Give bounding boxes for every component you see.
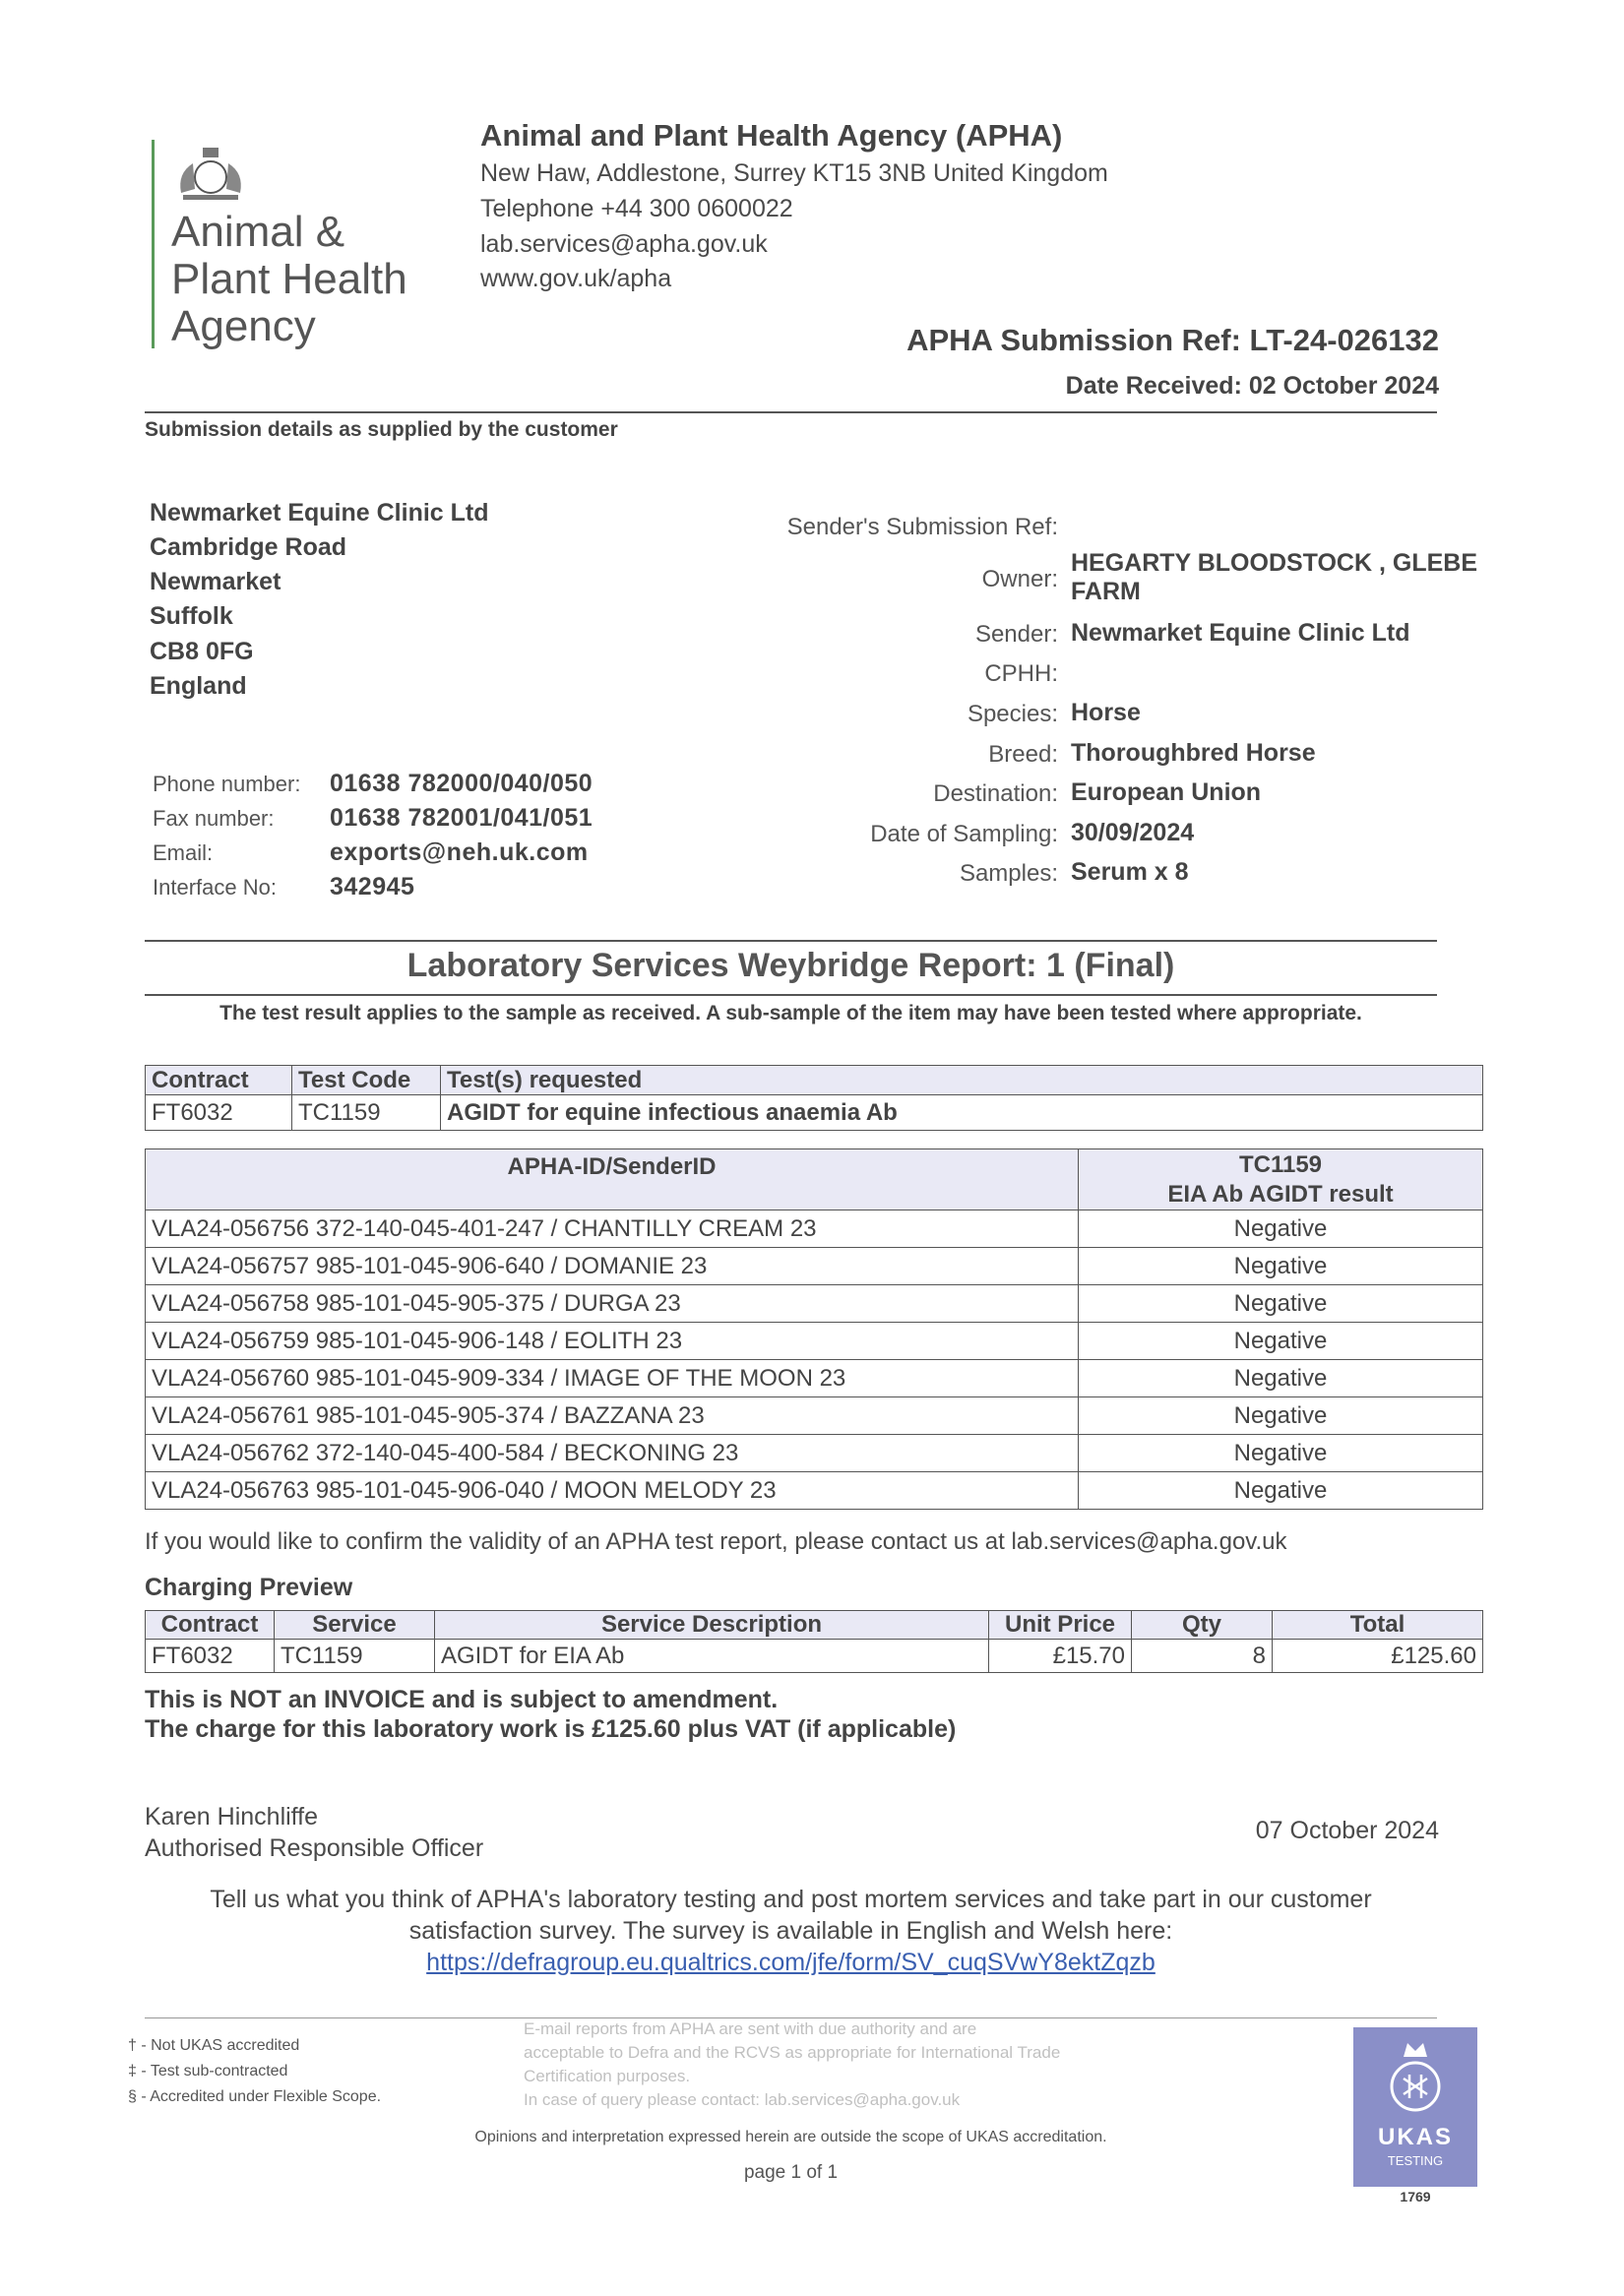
col-eia-result	[1079, 1149, 1483, 1210]
charge-service: TC1159	[275, 1640, 435, 1673]
sender-ref-label: Sender's Submission Ref:	[786, 514, 1058, 540]
table-row	[146, 1210, 1483, 1248]
test-requested-cell: AGIDT for equine infectious anaemia Ab	[441, 1095, 1483, 1131]
sample-result: Negative	[1079, 1285, 1483, 1323]
sample-id: VLA24-056761 985-101-045-905-374 / BAZZANA 23	[146, 1397, 1079, 1435]
charge-contract: FT6032	[146, 1640, 275, 1673]
divider	[145, 411, 1437, 413]
org-name: Animal and Plant Health Agency (APHA)	[480, 118, 1063, 153]
sample-id: VLA24-056758 985-101-045-905-375 / DURGA 23	[146, 1285, 1079, 1323]
col-unit-price: Unit Price	[989, 1611, 1132, 1640]
customer-address-line: Newmarket Equine Clinic Ltd	[150, 499, 489, 527]
col-contract: Contract	[146, 1066, 292, 1095]
table-row	[146, 1435, 1483, 1472]
footnotes	[128, 2033, 381, 2110]
header-test-code: TC1159	[1238, 1150, 1323, 1178]
customer-address-line: Newmarket	[150, 568, 281, 595]
customer-address-line: CB8 0FG	[150, 638, 254, 665]
email-value: exports@neh.uk.com	[330, 838, 589, 866]
charging-heading: Charging Preview	[145, 1574, 353, 1601]
sample-result: Negative	[1079, 1397, 1483, 1435]
org-web: www.gov.uk/apha	[480, 265, 672, 292]
survey-line: Tell us what you think of APHA's laboratory testing and post mortem services and take part in our customer	[210, 1886, 1372, 1913]
agency-logo-text: Animal & Plant Health Agency	[171, 208, 407, 350]
survey-block	[145, 1884, 1437, 1978]
samples-value: Serum x 8	[1071, 858, 1189, 886]
charge-line: The charge for this laboratory work is £125.60 plus VAT (if applicable)	[145, 1715, 957, 1743]
opinions-note: Opinions and interpretation expressed herein are outside the scope of UKAS accreditation.	[474, 2129, 1107, 2145]
col-total: Total	[1273, 1611, 1483, 1640]
signatory-role: Authorised Responsible Officer	[145, 1834, 484, 1862]
test-code-cell: TC1159	[292, 1095, 441, 1131]
col-service-description: Service Description	[435, 1611, 989, 1640]
divider	[145, 940, 1437, 942]
sample-id: VLA24-056756 372-140-045-401-247 / CHANTILLY CREAM 23	[146, 1210, 1079, 1248]
owner-label: Owner:	[981, 566, 1058, 592]
charge-qty: 8	[1132, 1640, 1273, 1673]
org-email: lab.services@apha.gov.uk	[480, 230, 768, 258]
fax-value: 01638 782001/041/051	[330, 804, 593, 832]
footnote: ‡ - Test sub-contracted	[128, 2063, 288, 2079]
sample-id: VLA24-056759 985-101-045-906-148 / EOLITH 23	[146, 1323, 1079, 1360]
ukas-mark	[1353, 2027, 1477, 2187]
fax-label: Fax number:	[153, 806, 275, 831]
not-invoice-note: This is NOT an INVOICE and is subject to amendment.	[145, 1686, 779, 1713]
sample-result: Negative	[1079, 1472, 1483, 1510]
table-row	[146, 1285, 1483, 1323]
sender-label: Sender:	[974, 621, 1058, 648]
submission-ref: APHA Submission Ref: LT-24-026132	[906, 323, 1439, 357]
email-disclaimer: E-mail reports from APHA are sent with due authority and are acceptable to Defra and the RCVS as appropriate for International Trade Certification purposes. In case of query please contact: lab.services@apha.gov.uk	[524, 2019, 1061, 2109]
customer-address-line: Cambridge Road	[150, 533, 347, 561]
col-test-code: Test Code	[292, 1066, 441, 1095]
table-row	[146, 1472, 1483, 1510]
breed-label: Breed:	[988, 741, 1058, 768]
species-value: Horse	[1071, 699, 1141, 726]
sample-id: VLA24-056760 985-101-045-909-334 / IMAGE OF THE MOON 23	[146, 1360, 1079, 1397]
survey-link[interactable]: https://defragroup.eu.qualtrics.com/jfe/form/SV_cuqSVwY8ektZqzb	[426, 1949, 1156, 1976]
sampling-date-label: Date of Sampling:	[870, 821, 1058, 847]
samples-label: Samples:	[959, 860, 1058, 887]
sample-id: VLA24-056763 985-101-045-906-040 / MOON MELODY 23	[146, 1472, 1079, 1510]
survey-line: satisfaction survey. The survey is available in English and Welsh here:	[408, 1917, 1173, 1945]
footnote: § - Accredited under Flexible Scope.	[128, 2088, 382, 2105]
divider	[145, 994, 1437, 996]
destination-label: Destination:	[933, 780, 1058, 807]
owner-value: HEGARTY BLOODSTOCK , GLEBE FARM	[1071, 549, 1478, 605]
ukas-sub: TESTING	[1387, 2153, 1444, 2168]
destination-value: European Union	[1071, 778, 1262, 806]
sampling-date-value: 30/09/2024	[1071, 819, 1195, 846]
header-test-name: EIA Ab AGIDT result	[1167, 1180, 1394, 1208]
table-row	[146, 1397, 1483, 1435]
interface-label: Interface No:	[153, 875, 277, 900]
sample-id: VLA24-056757 985-101-045-906-640 / DOMANIE 23	[146, 1248, 1079, 1285]
interface-value: 342945	[330, 873, 415, 900]
sender-value: Newmarket Equine Clinic Ltd	[1071, 619, 1410, 647]
cphh-label: CPHH:	[984, 660, 1058, 687]
charge-unit-price: £15.70	[989, 1640, 1132, 1673]
sample-result: Negative	[1079, 1323, 1483, 1360]
customer-address-line: England	[150, 672, 247, 700]
breed-value: Thoroughbred Horse	[1071, 739, 1316, 767]
signature-date: 07 October 2024	[1255, 1817, 1439, 1844]
email-label: Email:	[153, 840, 214, 865]
page-number: page 1 of 1	[743, 2162, 839, 2183]
charging-table	[145, 1610, 1483, 1673]
col-apha-id: APHA-ID/SenderID	[146, 1149, 1079, 1210]
sample-result: Negative	[1079, 1435, 1483, 1472]
col-contract: Contract	[146, 1611, 275, 1640]
species-label: Species:	[967, 701, 1058, 727]
table-row	[146, 1248, 1483, 1285]
col-tests-requested: Test(s) requested	[441, 1066, 1483, 1095]
col-service: Service	[275, 1611, 435, 1640]
sample-result: Negative	[1079, 1210, 1483, 1248]
ukas-number: 1769	[1400, 2189, 1431, 2204]
logo-bar	[152, 140, 155, 348]
table-row	[146, 1360, 1483, 1397]
results-table	[145, 1148, 1483, 1510]
royal-crest-icon	[173, 144, 248, 205]
signatory-name: Karen Hinchliffe	[145, 1803, 319, 1831]
sample-id: VLA24-056762 372-140-045-400-584 / BECKONING 23	[146, 1435, 1079, 1472]
table-row	[146, 1323, 1483, 1360]
sample-result: Negative	[1079, 1248, 1483, 1285]
org-telephone: Telephone +44 300 0600022	[480, 195, 793, 222]
charge-total: £125.60	[1273, 1640, 1483, 1673]
report-title: Laboratory Services Weybridge Report: 1 (Final)	[406, 947, 1175, 984]
date-received: Date Received: 02 October 2024	[1065, 372, 1439, 400]
validity-note: If you would like to confirm the validity of an APHA test report, please contact us at lab.services@apha.gov.uk	[145, 1528, 1287, 1555]
org-address: New Haw, Addlestone, Surrey KT15 3NB United Kingdom	[480, 159, 1108, 187]
footnote: † - Not UKAS accredited	[128, 2037, 300, 2054]
contract-cell: FT6032	[146, 1095, 292, 1131]
ukas-name: UKAS	[1377, 2124, 1453, 2150]
sample-result: Negative	[1079, 1360, 1483, 1397]
report-note: The test result applies to the sample as received. A sub-sample of the item may have been tested where appropriate.	[219, 1002, 1362, 1024]
submission-heading: Submission details as supplied by the customer	[145, 418, 618, 441]
tests-table	[145, 1065, 1483, 1131]
phone-label: Phone number:	[153, 772, 301, 796]
charge-description: AGIDT for EIA Ab	[435, 1640, 989, 1673]
ukas-crown-icon	[1386, 2035, 1445, 2114]
col-qty: Qty	[1132, 1611, 1273, 1640]
phone-value: 01638 782000/040/050	[330, 770, 593, 797]
customer-address-line: Suffolk	[150, 602, 233, 630]
